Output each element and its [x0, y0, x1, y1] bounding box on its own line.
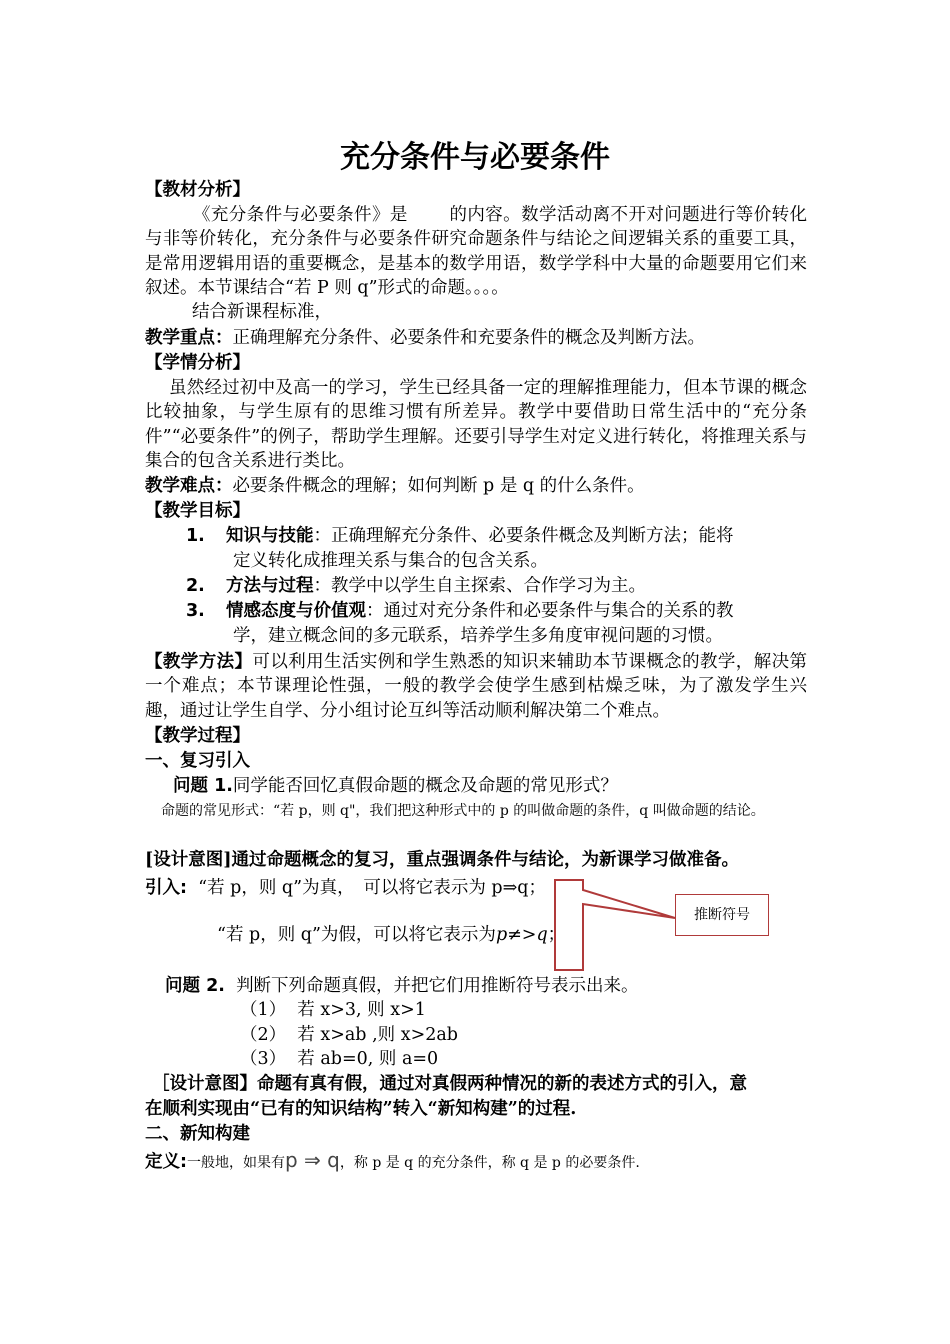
question-2-label: 问题 2. — [165, 976, 225, 996]
intro-label: 引入: — [145, 878, 187, 898]
question-1-text: 同学能否回忆真假命题的概念及命题的常见形式？ — [232, 776, 618, 796]
goal-text: ：正确理解充分条件、必要条件概念及判断方法；能将 — [313, 526, 734, 546]
goal-text-continued: 学，建立概念间的多元联系，培养学生多角度审视问题的习惯。 — [233, 626, 723, 646]
section-heading-methods: 【教学方法】 — [145, 652, 253, 672]
question-2-item — [240, 1047, 438, 1071]
item-text: 若 x>3, 则 x>1 — [297, 1000, 426, 1020]
goal-number: 3. — [186, 601, 205, 621]
textbook-analysis-paragraph: 《充分条件与必要条件》是 的内容。数学活动离不开对问题进行等价转化与非等价转化，充分条件与必要条件研究命题条件与结论之间逻辑关系的重要工具，是常用逻辑用语的重要概念，是基本的数学用语，数学学科中大量的命题要用它们来叙述。本节课结合“若 P 则 q”形式的命题。。。。 — [145, 205, 807, 299]
item-text: 若 x>ab ,则 x>2ab — [297, 1025, 459, 1045]
question-1-label: 问题 1. — [173, 776, 233, 796]
goal-text: ：通过对充分条件和必要条件与集合的关系的教 — [366, 601, 734, 621]
goal-text: ：教学中以学生自主探索、合作学习为主。 — [313, 576, 646, 596]
definition — [145, 1148, 640, 1175]
item-text: 若 ab=0, 则 a=0 — [297, 1049, 439, 1069]
definition-text-end: ，称 p 是 q 的充分条件，称 q 是 p 的必要条件. — [339, 1155, 640, 1171]
item-number: （1） — [240, 1000, 287, 1020]
design-intent-2-line-2: 在顺利实现由“已有的知识结构”转入“新知构建”的过程. — [145, 1099, 577, 1119]
definition-text-start: 一般地，如果有 — [187, 1155, 285, 1171]
not-imply-symbol: p≠>q — [495, 925, 548, 945]
teaching-difficulty-label: 教学难点： — [145, 476, 233, 496]
question-2-text: 判断下列命题真假，并把它们用推断符号表示出来。 — [236, 976, 639, 996]
curriculum-standard-line: 结合新课程标准， — [192, 302, 332, 322]
proposition-common-form: 命题的常见形式：“若 p，则 q"，我们把这种形式中的 p 的叫做命题的条件，q 叫做命题的结论。 — [161, 803, 765, 819]
callout-label-inference-symbol: 推断符号 — [675, 894, 769, 936]
page-title: 充分条件与必要条件 — [340, 140, 610, 175]
intro-true-statement: “若 p，则 q”为真， 可以将它表示为 p⇒q； — [198, 878, 546, 898]
section-heading-student-analysis: 【学情分析】 — [145, 353, 250, 373]
design-intent-2-line-1: ［设计意图】命题有真有假，通过对真假两种情况的新的表述方式的引入，意 — [152, 1074, 747, 1094]
item-number: （2） — [240, 1025, 287, 1045]
subsection-review-intro: 一、复习引入 — [145, 751, 250, 771]
section-heading-goals: 【教学目标】 — [145, 501, 250, 521]
goal-number: 1. — [186, 526, 205, 546]
goal-label: 情感态度与价值观 — [226, 601, 366, 621]
definition-label: 定义: — [145, 1152, 187, 1172]
section-heading-process: 【教学过程】 — [145, 726, 250, 746]
goal-label: 知识与技能 — [226, 526, 314, 546]
teaching-difficulty-text: 必要条件概念的理解；如何判断 p 是 q 的什么条件。 — [232, 476, 645, 496]
section-heading-textbook-analysis: 【教材分析】 — [145, 180, 250, 200]
goal-number: 2. — [186, 576, 205, 596]
implies-formula: p ⇒ q — [285, 1148, 340, 1172]
subsection-new-knowledge: 二、新知构建 — [145, 1124, 250, 1144]
intro-false-statement: “若 p，则 q”为假，可以将它表示为 — [217, 925, 496, 945]
teaching-key-text: 正确理解充分条件、必要条件和充要条件的概念及判断方法。 — [232, 328, 705, 348]
teaching-key-label: 教学重点： — [145, 328, 233, 348]
design-intent-1: [设计意图]通过命题概念的复习，重点强调条件与结论，为新课学习做准备。 — [145, 850, 740, 870]
student-analysis-paragraph: 虽然经过初中及高一的学习，学生已经具备一定的理解推理能力，但本节课的概念比较抽象，与学生原有的思维习惯有所差异。教学中要借助日常生活中的“充分条件”“必要条件”的例子，帮助学生理解。还要引导学生对定义进行转化，将推理关系与集合的包含关系进行类比。 — [145, 378, 807, 472]
goal-text-continued: 定义转化成推理关系与集合的包含关系。 — [233, 551, 548, 571]
question-2-item — [240, 998, 426, 1022]
intro-semicolon: ； — [547, 925, 566, 945]
item-number: （3） — [240, 1049, 287, 1069]
question-2-item — [240, 1023, 458, 1047]
goal-label: 方法与过程 — [226, 576, 314, 596]
teaching-methods-text: 可以利用生活实例和学生熟悉的知识来辅助本节课概念的教学，解决第一个难点；本节课理论性强，一般的教学会使学生感到枯燥乏味，为了激发学生兴趣，通过让学生自学、分小组讨论互纠等活动顺利解决第二个难点。 — [145, 652, 808, 721]
question-2 — [165, 974, 639, 998]
